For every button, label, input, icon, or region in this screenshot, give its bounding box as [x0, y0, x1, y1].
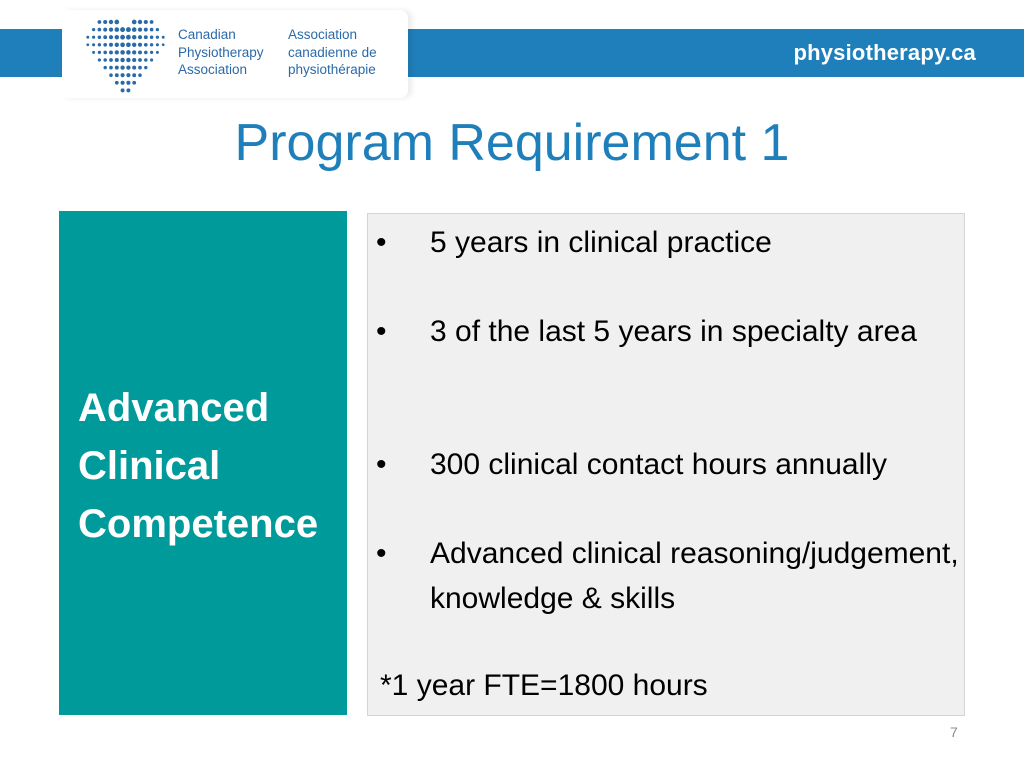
logo-dot — [144, 51, 148, 55]
logo-dot — [138, 27, 142, 31]
logo-dot — [126, 42, 131, 47]
heart-dots-logo-icon — [80, 16, 172, 96]
logo-dot — [104, 66, 107, 69]
side-label-line: Competence — [78, 502, 319, 546]
logo-dot — [98, 43, 101, 46]
side-panel — [59, 211, 347, 715]
org-name-en-line: Association — [178, 62, 248, 77]
logo-dot — [138, 66, 142, 70]
logo-dot — [132, 20, 137, 25]
logo-dot — [132, 27, 137, 32]
logo-dot — [126, 65, 130, 69]
bullet-marker: • — [376, 448, 387, 481]
logo-dot — [103, 35, 107, 39]
logo-dot — [126, 88, 130, 92]
logo-dot — [156, 36, 159, 39]
logo-dot — [132, 73, 136, 77]
logo-dot — [144, 28, 148, 32]
page-number: 7 — [950, 724, 958, 740]
org-name-en-line: Canadian — [178, 27, 236, 42]
logo-dot — [109, 73, 113, 77]
logo-dot — [132, 50, 136, 54]
logo-dot — [115, 27, 120, 32]
logo-dot — [115, 81, 119, 85]
logo-dot — [132, 66, 136, 70]
logo-dot — [162, 36, 165, 39]
logo-dot — [120, 27, 125, 32]
bullet-marker: • — [376, 537, 387, 570]
side-label-line: Clinical — [78, 444, 221, 488]
logo-dot — [109, 20, 113, 24]
logo-dot — [115, 50, 119, 54]
logo-dot — [98, 20, 102, 24]
logo-dot — [156, 51, 159, 54]
logo-dot — [103, 51, 107, 55]
logo-dot — [92, 36, 95, 39]
logo-dot — [121, 73, 125, 77]
logo-dot — [109, 35, 113, 39]
logo-dot — [115, 43, 119, 47]
logo-dot — [120, 65, 124, 69]
logo-dot — [120, 35, 125, 40]
logo-dot — [150, 20, 154, 24]
logo-dot — [144, 35, 148, 39]
logo-dot — [109, 27, 113, 31]
cpa-logo[interactable] — [62, 10, 408, 98]
logo-dot — [86, 43, 89, 46]
logo-dot — [132, 43, 136, 47]
logo-dot — [92, 51, 95, 54]
logo-dot — [86, 36, 89, 39]
org-name-english — [178, 26, 288, 79]
logo-dot — [126, 35, 131, 40]
logo-dot — [103, 43, 107, 47]
logo-dot — [144, 43, 148, 47]
logo-dot — [150, 58, 153, 61]
logo-dot — [150, 43, 153, 46]
org-name-en-line: Physiotherapy — [178, 44, 264, 60]
logo-dot — [92, 28, 95, 31]
logo-dot — [98, 35, 102, 39]
logo-dot — [138, 50, 142, 54]
logo-dot — [126, 27, 131, 32]
logo-dot — [115, 35, 119, 39]
logo-dot — [98, 51, 101, 54]
fte-note: *1 year FTE=1800 hours — [380, 669, 708, 702]
logo-dot — [144, 66, 147, 69]
website-link[interactable]: physiotherapy.ca — [793, 40, 976, 65]
logo-dot — [162, 43, 165, 46]
side-label-line: Advanced — [78, 386, 270, 430]
logo-dot — [144, 20, 148, 24]
org-name-fr-line: Association — [288, 27, 358, 42]
logo-dot — [138, 73, 142, 77]
logo-dot — [156, 28, 159, 31]
logo-dot — [98, 58, 101, 61]
logo-dot — [150, 28, 154, 32]
logo-dot — [115, 58, 119, 62]
logo-dot — [103, 28, 107, 32]
bullet-marker: • — [376, 226, 387, 259]
logo-dot — [138, 58, 142, 62]
org-name-french — [288, 26, 408, 79]
logo-dot — [120, 42, 125, 47]
logo-dot — [132, 58, 136, 62]
logo-dot — [126, 81, 130, 85]
logo-dot — [132, 35, 136, 39]
logo-dot — [132, 81, 136, 85]
logo-dot — [126, 58, 130, 62]
logo-dot — [121, 88, 125, 92]
logo-dot — [115, 66, 119, 70]
logo-dot — [138, 35, 142, 39]
bullet-item: 5 years in clinical practice — [430, 226, 772, 259]
slide-title: Program Requirement 1 — [234, 114, 790, 172]
logo-dot — [126, 50, 131, 55]
bullet-item: 3 of the last 5 years in specialty area — [430, 315, 917, 348]
org-name-fr-line: canadienne de — [288, 44, 377, 60]
logo-dot — [109, 43, 113, 47]
logo-dot — [109, 66, 113, 70]
logo-dot — [156, 43, 159, 46]
logo-dot — [126, 73, 130, 77]
bullet-item: Advanced clinical reasoning/judgement, knowledge & skills — [430, 537, 959, 615]
logo-dot — [138, 43, 142, 47]
logo-dot — [120, 58, 124, 62]
logo-dot — [120, 50, 125, 55]
side-panel-label — [78, 379, 318, 553]
bullet-item: 300 clinical contact hours annually — [430, 448, 887, 481]
logo-dot — [98, 28, 102, 32]
logo-dot — [103, 20, 107, 24]
logo-dot — [115, 73, 119, 77]
org-name-fr-line: physiothérapie — [288, 62, 376, 77]
logo-dot — [150, 35, 154, 39]
logo-dot — [109, 50, 113, 54]
logo-dot — [150, 51, 153, 54]
logo-dot — [92, 43, 95, 46]
logo-dot — [109, 58, 113, 62]
bullet-marker: • — [376, 315, 387, 348]
logo-dot — [121, 81, 125, 85]
requirements-box — [367, 213, 965, 716]
logo-dot — [114, 20, 119, 25]
logo-dot — [144, 58, 147, 61]
logo-dot — [138, 20, 142, 24]
logo-dot — [103, 58, 106, 61]
